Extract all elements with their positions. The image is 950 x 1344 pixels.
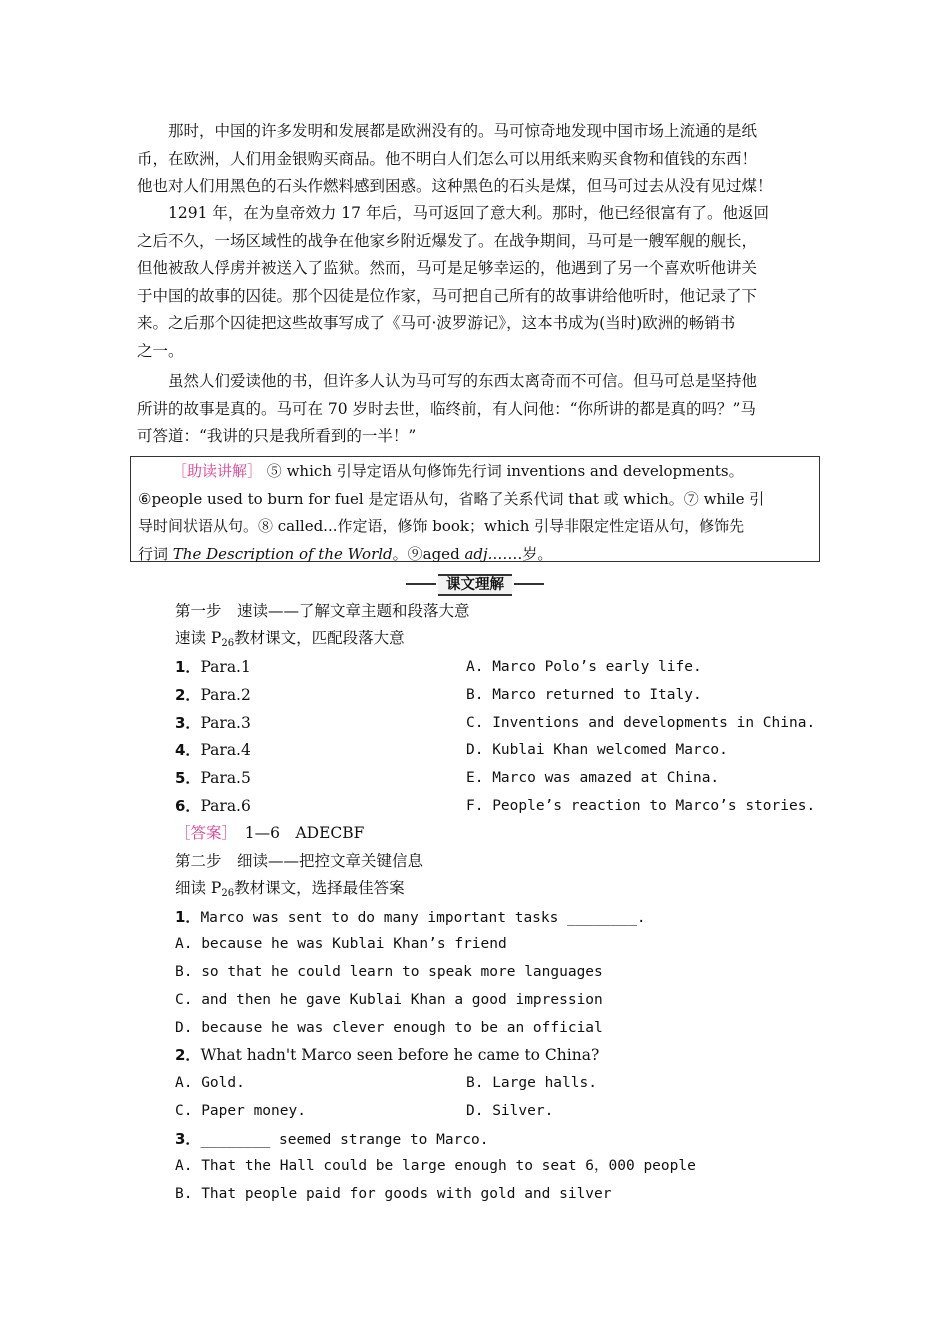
page-subscript: 26	[221, 638, 235, 649]
step1-answer	[175, 820, 364, 847]
match-option: C. Inventions and developments in China.	[466, 715, 816, 731]
step1-title: 第一步 速读——了解文章主题和段落大意	[175, 602, 470, 620]
text-line: 之后不久，一场区域性的战争在他家乡附近爆发了。在战争期间，马可是一艘军舰的舰长，	[137, 231, 758, 250]
item-number: 6．	[175, 797, 201, 815]
text-line: 那时，中国的许多发明和发展都是欧洲没有的。马可惊奇地发现中国市场上流通的是纸	[168, 122, 758, 140]
match-option: E. Marco was amazed at China.	[466, 770, 720, 786]
help-tag: ［助读讲解］	[172, 462, 263, 480]
question-2	[175, 1042, 599, 1069]
item-number: 2．	[175, 686, 201, 704]
help-text: 。⑨aged	[392, 544, 465, 563]
instruction-text: 教材课文，匹配段落大意	[234, 629, 405, 647]
answer-tag: ［答案］	[175, 824, 230, 842]
section-heading	[0, 574, 950, 596]
question-number: 3．	[175, 1130, 201, 1148]
article-paragraph-2	[137, 200, 817, 365]
question-1-option-b: B. so that he could learn to speak more languages	[175, 964, 603, 980]
help-text: ……岁。	[492, 544, 553, 563]
step2-title: 第二步 细读——把控文章关键信息	[175, 852, 424, 870]
item-number: 5．	[175, 769, 201, 787]
match-item	[175, 654, 251, 681]
match-option: A. Marco Polo’s early life.	[466, 659, 702, 675]
instruction-text: 细读 P	[175, 879, 222, 897]
help-line-3: 导时间状语从句。⑧ called...作定语，修饰 book；which 引导非限定性定语从句，修饰先	[138, 517, 745, 535]
text-line: 他也对人们用黑色的石头作燃料感到困惑。这种黑色的石头是煤，但马可过去从没有见过煤！	[137, 177, 773, 195]
text-line: 来。之后那个囚徒把这些故事写成了《马可·波罗游记》，这本书成为(当时)欧洲的畅销书	[137, 314, 736, 332]
match-item	[175, 765, 251, 792]
text-line: 于中国的故事的囚徒。那个囚徒是位作家，马可把自己所有的故事讲给他听时，他记录了下	[137, 286, 758, 305]
reading-help-box	[130, 456, 820, 562]
question-1-option-c: C. and then he gave Kublai Khan a good impression	[175, 992, 603, 1008]
match-item	[175, 710, 251, 737]
item-number: 4．	[175, 741, 201, 759]
question-number: 1．	[175, 908, 201, 926]
item-para: Para.1	[200, 658, 251, 676]
text-line: 但他被敌人俘虏并被送入了监狱。然而，马可是足够幸运的，他遇到了另一个喜欢听他讲关	[137, 259, 758, 277]
article-paragraph-1	[137, 118, 817, 201]
question-text: Marco was sent to do many important tasks ________.	[200, 910, 646, 926]
match-item	[175, 737, 251, 764]
question-3-option-b: B. That people paid for goods with gold and silver	[175, 1186, 612, 1202]
match-item	[175, 793, 251, 820]
match-option: B. Marco returned to Italy.	[466, 687, 702, 703]
item-para: Para.4	[200, 741, 251, 759]
item-para: Para.2	[200, 686, 251, 704]
question-text: What hadn't Marco seen before he came to China?	[200, 1046, 600, 1064]
question-2-option-a: A. Gold.	[175, 1075, 245, 1091]
text-line: 币，在欧洲，人们用金银购买商品。他不明白人们怎么可以用纸来购买食物和值钱的东西！	[137, 149, 758, 168]
help-text: ⑤ which 引导定语从句修饰先行词 inventions and developments。	[266, 462, 744, 480]
abbr-adj: adj.	[464, 544, 493, 563]
question-number: 2．	[175, 1046, 201, 1064]
question-2-option-d: D. Silver.	[466, 1103, 554, 1119]
question-3	[175, 1126, 489, 1154]
text-line: 可答道：“我讲的只是我所看到的一半！”	[137, 427, 417, 445]
page-subscript: 26	[221, 888, 235, 899]
match-option: F. People’s reaction to Marco’s stories.	[466, 798, 816, 814]
question-2-option-c: C. Paper money.	[175, 1103, 306, 1119]
item-para: Para.6	[200, 797, 251, 815]
question-2-option-b: B. Large halls.	[466, 1075, 597, 1091]
help-line-4	[138, 541, 812, 569]
question-1	[175, 904, 646, 932]
step2-instruction	[175, 875, 405, 907]
question-3-option-a: A. That the Hall could be large enough to seat 6，000 people	[175, 1158, 696, 1174]
question-text: ________ seemed strange to Marco.	[200, 1132, 489, 1148]
text-line: 1291 年，在为皇帝效力 17 年后，马可返回了意大利。那时，他已经很富有了。他返回	[168, 204, 769, 222]
text-line: 之一。	[137, 341, 184, 360]
item-number: 1．	[175, 658, 201, 676]
help-line-1	[138, 458, 812, 486]
help-line-2: ⑥people used to burn for fuel 是定语从句，省略了关系代词 that 或 which。⑦ while 引	[138, 489, 765, 508]
item-para: Para.3	[200, 714, 251, 732]
item-number: 3．	[175, 714, 201, 732]
item-para: Para.5	[200, 769, 251, 787]
help-text: 行词	[138, 544, 173, 563]
match-item	[175, 682, 251, 709]
book-title: The Description of the World	[172, 544, 393, 563]
match-option: D. Kublai Khan welcomed Marco.	[466, 742, 728, 758]
step1-instruction	[175, 625, 405, 657]
answer-text: 1—6 ADECBF	[229, 824, 365, 842]
instruction-text: 教材课文，选择最佳答案	[234, 879, 405, 897]
question-1-option-a: A. because he was Kublai Khan’s friend	[175, 936, 507, 952]
question-1-option-d: D. because he was clever enough to be an official	[175, 1020, 603, 1036]
text-line: 所讲的故事是真的。马可在 70 岁时去世，临终前，有人问他：“你所讲的都是真的吗？”马	[137, 399, 756, 418]
text-line: 虽然人们爱读他的书，但许多人认为马可写的东西太离奇而不可信。但马可总是坚持他	[168, 372, 758, 390]
section-heading-label: 课文理解	[438, 574, 512, 596]
instruction-text: 速读 P	[175, 629, 222, 647]
article-paragraph-3	[137, 368, 817, 451]
